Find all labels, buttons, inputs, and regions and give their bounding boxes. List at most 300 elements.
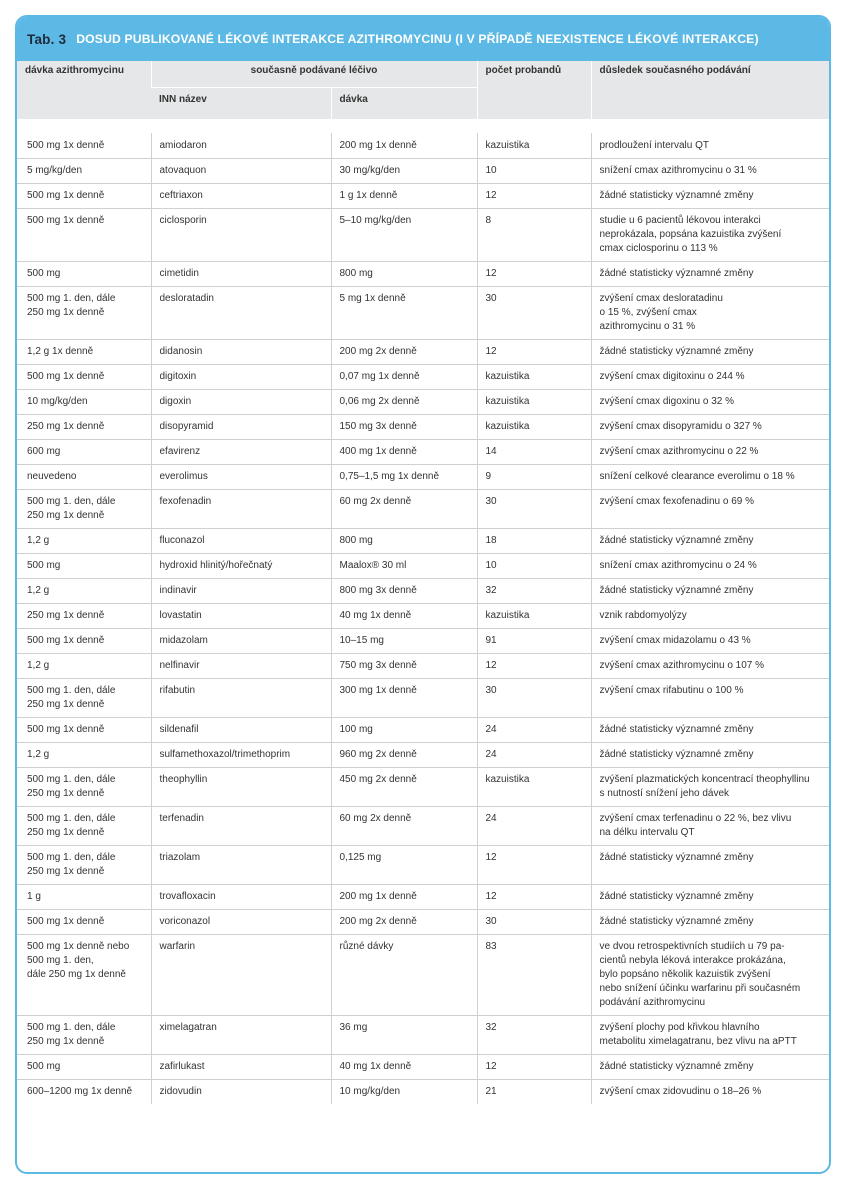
subject-count-text: 12	[485, 660, 497, 671]
azithromycin-dose-cell	[17, 440, 151, 465]
drug-dose-cell	[331, 629, 477, 654]
azithromycin-dose-cell	[17, 846, 151, 885]
table-row	[17, 604, 829, 629]
subject-count-text: 24	[485, 813, 497, 824]
consequence-cell	[591, 390, 829, 415]
azithromycin-dose-cell	[17, 465, 151, 490]
table-row	[17, 159, 829, 184]
drug-dose-cell	[331, 807, 477, 846]
table-row	[17, 629, 829, 654]
table-title: DOSUD PUBLIKOVANÉ LÉKOVÉ INTERAKCE AZITHROMYCINU (I V PŘÍPADĚ NEEXISTENCE LÉKOVÉ INTERAKCE)	[76, 32, 759, 46]
drug-dose-text: 5 mg 1x denně	[339, 293, 406, 304]
drug-dose-text: 10–15 mg	[339, 635, 384, 646]
azithromycin-dose-text: 500 mg 1. den, dále 250 mg 1x denně	[27, 293, 116, 318]
drug-dose-cell	[331, 159, 477, 184]
drug-dose-cell	[331, 885, 477, 910]
drug-dose-text: 450 mg 2x denně	[339, 774, 417, 785]
table-row	[17, 807, 829, 846]
azithromycin-dose-cell	[17, 184, 151, 209]
drug-name-cell	[151, 579, 331, 604]
subject-count-cell	[477, 679, 591, 718]
azithromycin-dose-text: 500 mg 1. den, dále 250 mg 1x denně	[27, 852, 116, 877]
azithromycin-dose-text: 500 mg 1x denně	[27, 190, 105, 201]
azithromycin-dose-text: 500 mg 1x denně nebo 500 mg 1. den, dále 250 mg 1x denně	[27, 941, 130, 980]
subject-count-text: 32	[485, 1022, 497, 1033]
drug-name-text: digoxin	[159, 396, 192, 407]
drug-name-cell	[151, 490, 331, 529]
drug-dose-text: 300 mg 1x denně	[339, 685, 417, 696]
subject-count-cell	[477, 579, 591, 604]
drug-name-text: hydroxid hlinitý/hořečnatý	[159, 560, 273, 571]
azithromycin-dose-text: 500 mg 1x denně	[27, 215, 105, 226]
header-consequence: důsledek současného podávání	[591, 61, 829, 119]
consequence-text: zvýšení cmax azithromycinu o 107 %	[599, 660, 765, 671]
drug-name-text: warfarin	[159, 941, 196, 952]
subject-count-cell	[477, 629, 591, 654]
table-row	[17, 885, 829, 910]
drug-dose-text: 200 mg 1x denně	[339, 891, 417, 902]
drug-dose-text: 40 mg 1x denně	[339, 1061, 412, 1072]
table-row	[17, 910, 829, 935]
drug-name-text: amiodaron	[159, 140, 207, 151]
azithromycin-dose-cell	[17, 1016, 151, 1055]
azithromycin-dose-cell	[17, 679, 151, 718]
azithromycin-dose-cell	[17, 159, 151, 184]
drug-name-text: sulfamethoxazol/trimethoprim	[159, 749, 291, 760]
drug-name-cell	[151, 340, 331, 365]
drug-name-cell	[151, 885, 331, 910]
drug-name-text: zidovudin	[159, 1086, 202, 1097]
subject-count-cell	[477, 440, 591, 465]
consequence-cell	[591, 159, 829, 184]
table-row	[17, 768, 829, 807]
drug-name-cell	[151, 768, 331, 807]
drug-dose-text: 0,06 mg 2x denně	[339, 396, 420, 407]
drug-dose-cell	[331, 1055, 477, 1080]
subject-count-cell	[477, 365, 591, 390]
subject-count-text: 12	[485, 1061, 497, 1072]
table-row	[17, 262, 829, 287]
subject-count-text: kazuistika	[485, 371, 530, 382]
drug-name-text: ximelagatran	[159, 1022, 217, 1033]
azithromycin-dose-cell	[17, 579, 151, 604]
consequence-text: zvýšení cmax digitoxinu o 244 %	[599, 371, 745, 382]
table-row	[17, 718, 829, 743]
subject-count-cell	[477, 490, 591, 529]
drug-name-text: triazolam	[159, 852, 201, 863]
table-row	[17, 440, 829, 465]
subject-count-cell	[477, 262, 591, 287]
azithromycin-dose-text: 600 mg	[27, 446, 61, 457]
consequence-text: žádné statisticky významné změny	[599, 749, 754, 760]
drug-dose-text: 30 mg/kg/den	[339, 165, 401, 176]
subject-count-text: 24	[485, 749, 497, 760]
azithromycin-dose-cell	[17, 768, 151, 807]
table-row	[17, 529, 829, 554]
interactions-table	[17, 61, 829, 1104]
drug-dose-cell	[331, 935, 477, 1016]
subject-count-text: 30	[485, 496, 497, 507]
subject-count-text: 12	[485, 346, 497, 357]
azithromycin-dose-text: 500 mg 1x denně	[27, 916, 105, 927]
subject-count-text: 9	[485, 471, 492, 482]
consequence-cell	[591, 807, 829, 846]
table-row	[17, 579, 829, 604]
table-row	[17, 490, 829, 529]
azithromycin-dose-cell	[17, 133, 151, 159]
drug-name-text: lovastatin	[159, 610, 202, 621]
drug-dose-cell	[331, 910, 477, 935]
drug-name-cell	[151, 1016, 331, 1055]
drug-dose-text: 800 mg 3x denně	[339, 585, 417, 596]
drug-dose-text: různé dávky	[339, 941, 394, 952]
consequence-cell	[591, 554, 829, 579]
drug-name-text: digitoxin	[159, 371, 197, 382]
subject-count-cell	[477, 718, 591, 743]
table-row	[17, 846, 829, 885]
azithromycin-dose-cell	[17, 629, 151, 654]
subject-count-text: 10	[485, 165, 497, 176]
azithromycin-dose-cell	[17, 340, 151, 365]
drug-name-cell	[151, 365, 331, 390]
consequence-cell	[591, 287, 829, 340]
drug-dose-cell	[331, 287, 477, 340]
subject-count-cell	[477, 415, 591, 440]
table-row	[17, 209, 829, 262]
drug-name-cell	[151, 209, 331, 262]
subject-count-text: 18	[485, 535, 497, 546]
azithromycin-dose-cell	[17, 604, 151, 629]
drug-name-cell	[151, 743, 331, 768]
consequence-text: žádné statisticky významné změny	[599, 724, 754, 735]
drug-dose-cell	[331, 184, 477, 209]
drug-name-text: rifabutin	[159, 685, 196, 696]
azithromycin-dose-text: 250 mg 1x denně	[27, 421, 105, 432]
consequence-text: zvýšení plazmatických koncentrací theophyllinu s nutností snížení jeho dávek	[599, 774, 810, 799]
azithromycin-dose-text: 500 mg 1. den, dále 250 mg 1x denně	[27, 813, 116, 838]
consequence-cell	[591, 133, 829, 159]
consequence-text: vznik rabdomyolýzy	[599, 610, 687, 621]
subject-count-text: 12	[485, 190, 497, 201]
drug-dose-text: 36 mg	[339, 1022, 368, 1033]
subject-count-cell	[477, 910, 591, 935]
drug-dose-cell	[331, 365, 477, 390]
consequence-text: studie u 6 pacientů lékovou interakci neprokázala, popsána kazuistika zvýšení cmax ciclosporinu o 113 %	[599, 215, 782, 254]
azithromycin-dose-cell	[17, 743, 151, 768]
azithromycin-dose-text: 500 mg 1x denně	[27, 635, 105, 646]
drug-name-cell	[151, 262, 331, 287]
azithromycin-dose-cell	[17, 1080, 151, 1105]
consequence-cell	[591, 604, 829, 629]
header-co-administered-drug: současně podávané léčivo	[151, 61, 477, 88]
azithromycin-dose-cell	[17, 490, 151, 529]
subject-count-text: 21	[485, 1086, 497, 1097]
table-row	[17, 365, 829, 390]
drug-name-cell	[151, 629, 331, 654]
consequence-cell	[591, 846, 829, 885]
subject-count-text: kazuistika	[485, 421, 530, 432]
drug-dose-text: 0,07 mg 1x denně	[339, 371, 420, 382]
azithromycin-dose-text: 1,2 g	[27, 535, 50, 546]
drug-dose-text: 5–10 mg/kg/den	[339, 215, 412, 226]
azithromycin-dose-cell	[17, 885, 151, 910]
drug-dose-text: 40 mg 1x denně	[339, 610, 412, 621]
azithromycin-dose-cell	[17, 554, 151, 579]
drug-dose-cell	[331, 654, 477, 679]
drug-name-text: fluconazol	[159, 535, 205, 546]
drug-dose-text: 800 mg	[339, 268, 373, 279]
consequence-cell	[591, 440, 829, 465]
subject-count-cell	[477, 604, 591, 629]
drug-name-cell	[151, 718, 331, 743]
subject-count-text: 8	[485, 215, 492, 226]
drug-dose-text: 200 mg 2x denně	[339, 916, 417, 927]
subject-count-cell	[477, 287, 591, 340]
azithromycin-dose-text: 1,2 g	[27, 749, 50, 760]
drug-dose-cell	[331, 718, 477, 743]
consequence-cell	[591, 654, 829, 679]
consequence-cell	[591, 1080, 829, 1105]
azithromycin-dose-text: 1,2 g 1x denně	[27, 346, 94, 357]
table-row	[17, 340, 829, 365]
azithromycin-dose-cell	[17, 415, 151, 440]
drug-dose-text: 0,75–1,5 mg 1x denně	[339, 471, 440, 482]
consequence-cell	[591, 768, 829, 807]
drug-name-text: everolimus	[159, 471, 208, 482]
subject-count-cell	[477, 807, 591, 846]
consequence-text: žádné statisticky významné změny	[599, 891, 754, 902]
consequence-text: snížení cmax azithromycinu o 31 %	[599, 165, 757, 176]
drug-name-text: voriconazol	[159, 916, 211, 927]
drug-dose-cell	[331, 340, 477, 365]
consequence-text: prodloužení intervalu QT	[599, 140, 710, 151]
subject-count-cell	[477, 743, 591, 768]
consequence-text: žádné statisticky významné změny	[599, 190, 754, 201]
azithromycin-dose-cell	[17, 287, 151, 340]
drug-dose-text: 1 g 1x denně	[339, 190, 398, 201]
consequence-text: žádné statisticky významné změny	[599, 268, 754, 279]
subject-count-text: kazuistika	[485, 140, 530, 151]
drug-name-text: didanosin	[159, 346, 203, 357]
drug-dose-cell	[331, 604, 477, 629]
consequence-cell	[591, 885, 829, 910]
table-row	[17, 935, 829, 1016]
table-row	[17, 133, 829, 159]
drug-name-text: nelfinavir	[159, 660, 200, 671]
consequence-cell	[591, 415, 829, 440]
subject-count-cell	[477, 1080, 591, 1105]
consequence-cell	[591, 365, 829, 390]
azithromycin-dose-text: 500 mg	[27, 1061, 61, 1072]
subject-count-text: 32	[485, 585, 497, 596]
azithromycin-dose-text: 600–1200 mg 1x denně	[27, 1086, 133, 1097]
azithromycin-dose-text: 500 mg 1. den, dále 250 mg 1x denně	[27, 496, 116, 521]
drug-dose-text: 150 mg 3x denně	[339, 421, 417, 432]
drug-name-cell	[151, 554, 331, 579]
drug-dose-cell	[331, 554, 477, 579]
subject-count-text: 30	[485, 293, 497, 304]
drug-dose-text: 800 mg	[339, 535, 373, 546]
drug-name-cell	[151, 654, 331, 679]
drug-dose-cell	[331, 390, 477, 415]
drug-name-cell	[151, 846, 331, 885]
consequence-text: zvýšení cmax desloratadinu o 15 %, zvýšení cmax azithromycinu o 31 %	[599, 293, 723, 332]
drug-name-cell	[151, 1055, 331, 1080]
drug-dose-text: 0,125 mg	[339, 852, 382, 863]
drug-name-text: sildenafil	[159, 724, 199, 735]
consequence-cell	[591, 935, 829, 1016]
consequence-text: snížení celkové clearance everolimu o 18 %	[599, 471, 795, 482]
subject-count-cell	[477, 768, 591, 807]
subject-count-text: 30	[485, 685, 497, 696]
table-row	[17, 1055, 829, 1080]
drug-name-cell	[151, 604, 331, 629]
drug-name-cell	[151, 465, 331, 490]
azithromycin-dose-cell	[17, 807, 151, 846]
drug-name-text: atovaquon	[159, 165, 207, 176]
table-frame	[15, 15, 831, 1174]
table-number: Tab. 3	[27, 31, 67, 47]
subject-count-cell	[477, 1016, 591, 1055]
drug-dose-cell	[331, 743, 477, 768]
drug-name-cell	[151, 159, 331, 184]
drug-dose-text: 100 mg	[339, 724, 373, 735]
table-title-bar	[17, 17, 829, 61]
table-row	[17, 287, 829, 340]
subject-count-cell	[477, 554, 591, 579]
drug-name-text: desloratadin	[159, 293, 214, 304]
subject-count-text: kazuistika	[485, 610, 530, 621]
drug-name-text: efavirenz	[159, 446, 201, 457]
table-row	[17, 554, 829, 579]
subject-count-text: 12	[485, 891, 497, 902]
drug-name-cell	[151, 133, 331, 159]
consequence-text: zvýšení cmax fexofenadinu o 69 %	[599, 496, 755, 507]
drug-name-cell	[151, 440, 331, 465]
consequence-cell	[591, 743, 829, 768]
azithromycin-dose-text: 500 mg	[27, 268, 61, 279]
consequence-cell	[591, 490, 829, 529]
azithromycin-dose-cell	[17, 529, 151, 554]
drug-dose-cell	[331, 465, 477, 490]
azithromycin-dose-cell	[17, 910, 151, 935]
consequence-text: zvýšení cmax disopyramidu o 327 %	[599, 421, 762, 432]
header-drug-dose: dávka	[331, 88, 477, 120]
drug-dose-cell	[331, 529, 477, 554]
azithromycin-dose-text: 1,2 g	[27, 660, 50, 671]
drug-dose-cell	[331, 1016, 477, 1055]
consequence-cell	[591, 1055, 829, 1080]
consequence-cell	[591, 579, 829, 604]
subject-count-cell	[477, 654, 591, 679]
subject-count-cell	[477, 133, 591, 159]
azithromycin-dose-text: neuvedeno	[27, 471, 77, 482]
subject-count-text: 83	[485, 941, 497, 952]
consequence-cell	[591, 679, 829, 718]
table-row	[17, 1080, 829, 1105]
drug-name-text: cimetidin	[159, 268, 199, 279]
drug-dose-cell	[331, 579, 477, 604]
subject-count-cell	[477, 529, 591, 554]
azithromycin-dose-cell	[17, 209, 151, 262]
drug-name-cell	[151, 415, 331, 440]
drug-name-cell	[151, 529, 331, 554]
drug-name-text: ciclosporin	[159, 215, 207, 226]
drug-dose-cell	[331, 490, 477, 529]
subject-count-text: 24	[485, 724, 497, 735]
consequence-text: zvýšení cmax azithromycinu o 22 %	[599, 446, 759, 457]
table-body	[17, 119, 829, 1104]
azithromycin-dose-text: 250 mg 1x denně	[27, 610, 105, 621]
azithromycin-dose-text: 500 mg 1. den, dále 250 mg 1x denně	[27, 1022, 116, 1047]
drug-dose-cell	[331, 415, 477, 440]
consequence-text: zvýšení cmax rifabutinu o 100 %	[599, 685, 744, 696]
drug-name-text: terfenadin	[159, 813, 204, 824]
azithromycin-dose-cell	[17, 390, 151, 415]
subject-count-cell	[477, 465, 591, 490]
table-row	[17, 390, 829, 415]
consequence-cell	[591, 718, 829, 743]
drug-name-cell	[151, 1080, 331, 1105]
subject-count-cell	[477, 935, 591, 1016]
subject-count-text: 91	[485, 635, 497, 646]
subject-count-text: 12	[485, 268, 497, 279]
drug-name-text: theophyllin	[159, 774, 208, 785]
drug-name-cell	[151, 935, 331, 1016]
consequence-text: žádné statisticky významné změny	[599, 535, 754, 546]
drug-name-text: midazolam	[159, 635, 208, 646]
consequence-cell	[591, 465, 829, 490]
header-spacer	[17, 119, 829, 133]
table-row	[17, 184, 829, 209]
drug-dose-cell	[331, 133, 477, 159]
consequence-text: zvýšení cmax zidovudinu o 18–26 %	[599, 1086, 762, 1097]
drug-name-cell	[151, 807, 331, 846]
table-row	[17, 415, 829, 440]
drug-name-cell	[151, 679, 331, 718]
consequence-text: žádné statisticky významné změny	[599, 916, 754, 927]
header-subject-count: počet probandů	[477, 61, 591, 119]
azithromycin-dose-text: 1 g	[27, 891, 41, 902]
azithromycin-dose-text: 500 mg 1. den, dále 250 mg 1x denně	[27, 685, 116, 710]
table-row	[17, 679, 829, 718]
consequence-text: žádné statisticky významné změny	[599, 852, 754, 863]
azithromycin-dose-text: 500 mg 1x denně	[27, 371, 105, 382]
drug-dose-cell	[331, 679, 477, 718]
table-row	[17, 654, 829, 679]
header-azithromycin-dose: dávka azithromycinu	[17, 61, 151, 119]
consequence-cell	[591, 262, 829, 287]
consequence-text: zvýšení cmax digoxinu o 32 %	[599, 396, 735, 407]
subject-count-cell	[477, 885, 591, 910]
consequence-cell	[591, 629, 829, 654]
azithromycin-dose-text: 10 mg/kg/den	[27, 396, 88, 407]
drug-dose-cell	[331, 440, 477, 465]
drug-dose-text: 200 mg 1x denně	[339, 140, 417, 151]
table-row	[17, 1016, 829, 1055]
drug-name-cell	[151, 390, 331, 415]
drug-name-cell	[151, 287, 331, 340]
drug-dose-cell	[331, 768, 477, 807]
drug-dose-text: Maalox® 30 ml	[339, 560, 407, 571]
drug-dose-text: 960 mg 2x denně	[339, 749, 417, 760]
azithromycin-dose-text: 500 mg 1x denně	[27, 140, 105, 151]
consequence-cell	[591, 1016, 829, 1055]
subject-count-text: kazuistika	[485, 396, 530, 407]
consequence-text: žádné statisticky významné změny	[599, 1061, 754, 1072]
consequence-cell	[591, 340, 829, 365]
azithromycin-dose-cell	[17, 1055, 151, 1080]
